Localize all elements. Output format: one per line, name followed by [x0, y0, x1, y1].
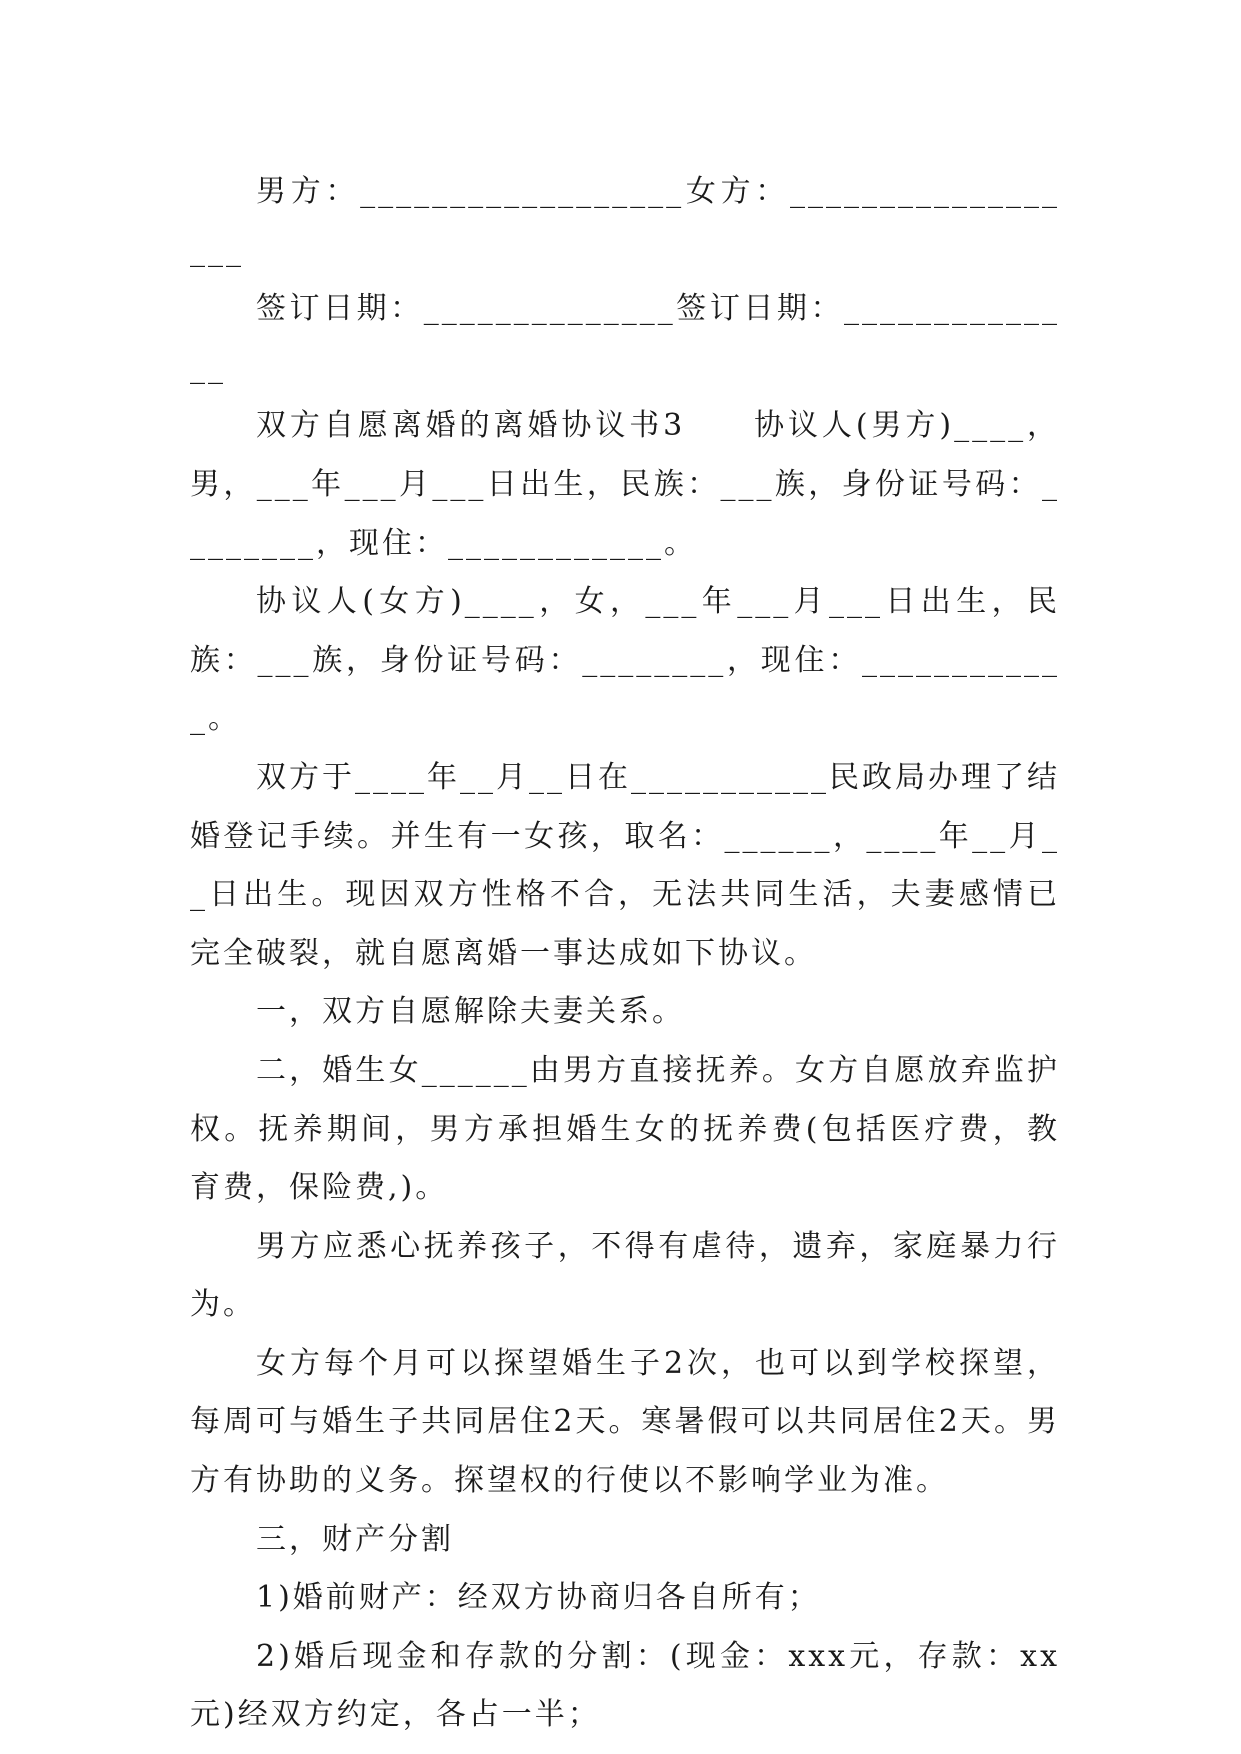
property-item-2: 2)婚后现金和存款的分割：(现金：xxx元，存款：xx元)经双方约定，各占一半； [190, 1638, 1060, 1733]
document-body [190, 163, 1060, 1745]
paragraph-female-party: 协议人(女方)____，女，___年___月___日出生，民族：___族，身份证号码：________，现住：____________。 [190, 584, 1060, 737]
paragraph-care-obligation: 男方应悉心抚养孩子，不得有虐待，遗弃，家庭暴力行为。 [190, 1228, 1060, 1323]
property-item-1: 1)婚前财产：经双方协商归各自所有； [256, 1580, 821, 1616]
paragraph-marriage-background: 双方于____年__月__日在___________民政局办理了结婚登记手续。并生有一女孩，取名：______，____年__月__日出生。现因双方性格不合，无法共同生活，夫妻感情已完全破裂，就自愿离婚一事达成如下协议。 [190, 759, 1060, 971]
paragraph-title-and-male-party: 双方自愿离婚的离婚协议书3 协议人(男方)____，男，___年___月___日出生，民族：___族，身份证号码：________，现住：____________。 [190, 408, 1060, 561]
clause-1-dissolution: 一，双方自愿解除夫妻关系。 [256, 994, 685, 1030]
clause-3-property-heading: 三，财产分割 [256, 1521, 454, 1557]
clause-2-custody: 二，婚生女______由男方直接抚养。女方自愿放弃监护权。抚养期间，男方承担婚生女的抚养费(包括医疗费，教育费，保险费,)。 [190, 1052, 1060, 1206]
paragraph-visitation: 女方每个月可以探望婚生子2次，也可以到学校探望，每周可与婚生子共同居住2天。寒暑假可以共同居住2天。男方有协助的义务。探望权的行使以不影响学业为准。 [190, 1345, 1060, 1499]
signature-line-dates: 签订日期：______________签订日期：______________ [190, 291, 1060, 385]
signature-line-parties: 男方：__________________女方：__________________ [190, 174, 1060, 268]
